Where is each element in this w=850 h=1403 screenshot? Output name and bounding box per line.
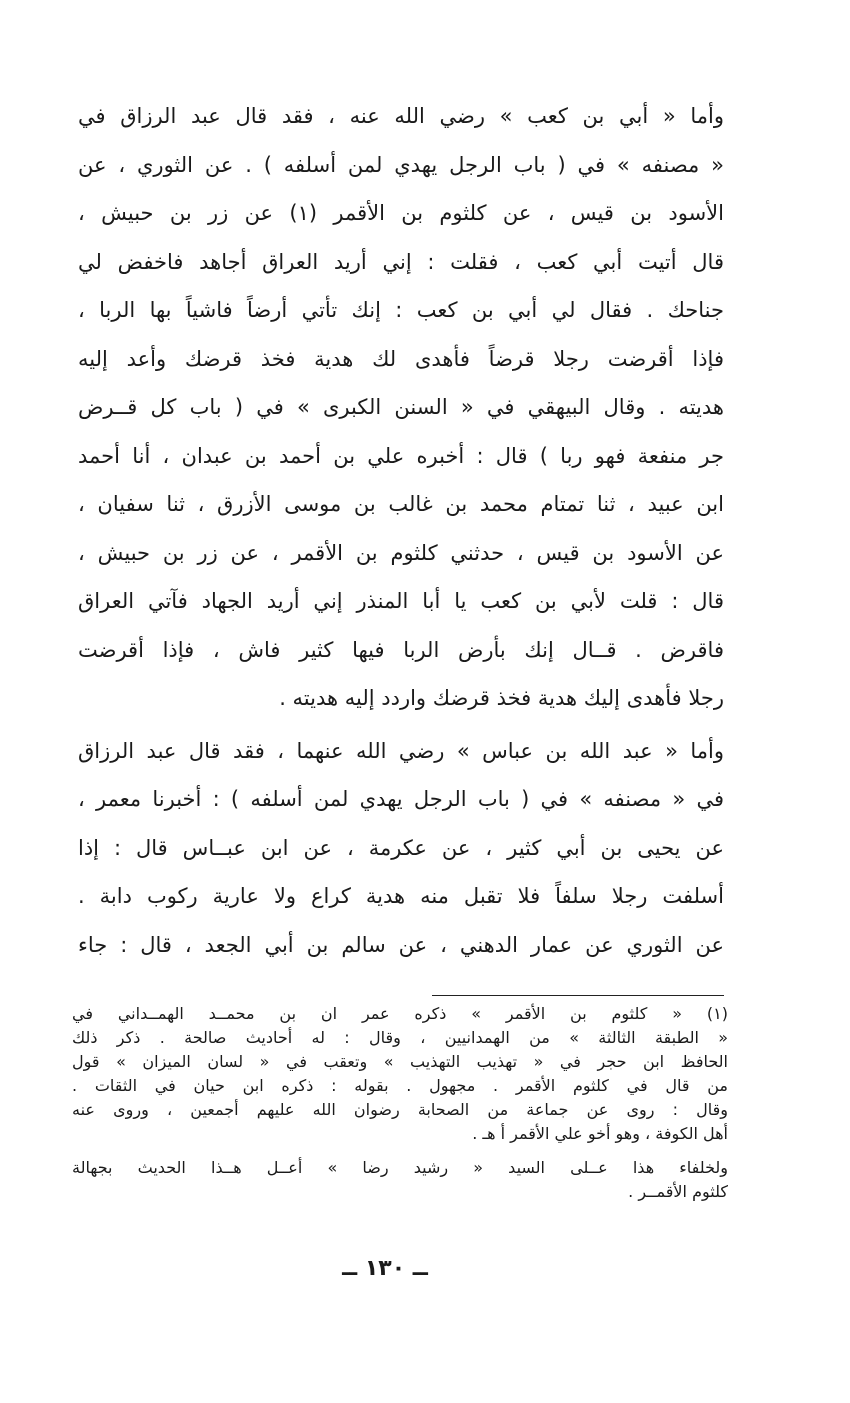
footnote-line: وقال : روى عن جماعة من الصحابة رضوان الله عليهم أجمعين ، وروى عنه (72, 1100, 728, 1119)
text-line: رجلا فأهدى إليك هدية فخذ قرضك واردد إليه هديته . (279, 686, 724, 710)
text-line: هديته . وقال البيهقي في « السنن الكبرى » في ( باب كل قــرض (78, 395, 724, 419)
text-line: عن يحيى بن أبي كثير ، عن عكرمة ، عن ابن عبــاس قال : إذا (78, 835, 724, 860)
text-line: أسلفت رجلا سلفاً فلا تقبل منه هدية كراع ولا عارية ركوب دابة . (78, 884, 724, 908)
text-line: وأما « عبد الله بن عباس » رضي الله عنهما ، فقد قال عبد الرزاق (78, 738, 724, 763)
footnote-line: ولخلفاء هذا عــلى السيد « رشيد رضا » أعــل هــذا الحديث بجهالة (72, 1158, 728, 1177)
footnote-line: (١) « كلثوم بن الأقمر » ذكره عمر ان بن محمــد الهمــداني في (72, 1004, 728, 1023)
text-line: جناحك . فقال لي أبي بن كعب : إنك تأتي أرضاً فاشياً بها الربا ، (78, 298, 724, 322)
main-text (78, 92, 724, 969)
text-line: « مصنفه » في ( باب الرجل يهدي لمن أسلفه ) . عن الثوري ، عن (78, 152, 724, 177)
footnote-separator (432, 995, 724, 996)
footnote-line: من قال في كلثوم الأقمر . مجهول . بقوله : ذكره ابن حيان في الثقات . (72, 1076, 728, 1095)
footnote-1-continuation (72, 1156, 728, 1204)
text-line: قال : قلت لأبي بن كعب يا أبا المنذر إني أريد الجهاد فآتي العراق (78, 589, 724, 613)
text-line: الأسود بن قيس ، عن كلثوم بن الأقمر (١) عن زر بن حبيش ، (78, 201, 724, 225)
footnote-line: أهل الكوفة ، وهو أخو علي الأقمر أ هـ . (472, 1124, 728, 1143)
page-number: ــ ١٣٠ ــ (342, 1256, 428, 1281)
text-line: فاقرض . قــال إنك بأرض الربا فيها كثير فاش ، فإذا أقرضت (78, 637, 724, 662)
footnote-line: « الطبقة الثالثة » من الهمدانيين ، وقال : له أحاديث صالحة . ذكر ذلك (72, 1028, 728, 1047)
text-line: في « مصنفه » في ( باب الرجل يهدي لمن أسلفه ) : أخبرنا معمر ، (78, 787, 724, 811)
footnote-line: كلثوم الأقمــر . (628, 1182, 728, 1201)
text-line: ابن عبيد ، ثنا تمتام محمد بن غالب بن موسى الأزرق ، ثنا سفيان ، (78, 492, 724, 516)
text-line: فإذا أقرضت رجلا قرضاً فأهدى لك هدية فخذ قرضك وأعد إليه (78, 346, 724, 371)
paragraph-ubayy (78, 92, 724, 723)
footnotes (72, 1002, 728, 1204)
text-line: قال أتيت أبي كعب ، فقلت : إني أريد العراق أجاهد فاخفض لي (78, 249, 724, 274)
footnote-line: الحافظ ابن حجر في « تهذيب التهذيب » وتعقب في « لسان الميزان » قول (72, 1052, 728, 1071)
text-line: جر منفعة فهو ربا ) قال : أخبره علي بن أحمد بن عبدان ، أنا أحمد (78, 443, 724, 468)
text-line: وأما « أبي بن كعب » رضي الله عنه ، فقد قال عبد الرزاق في (78, 104, 724, 128)
footnote-1 (72, 1002, 728, 1146)
paragraph-ibn-abbas (78, 727, 724, 970)
text-line: عن الثوري عن عمار الدهني ، عن سالم بن أبي الجعد ، قال : جاء (78, 932, 724, 957)
text-line: عن الأسود بن قيس ، حدثني كلثوم بن الأقمر ، عن زر بن حبيش ، (78, 540, 724, 565)
